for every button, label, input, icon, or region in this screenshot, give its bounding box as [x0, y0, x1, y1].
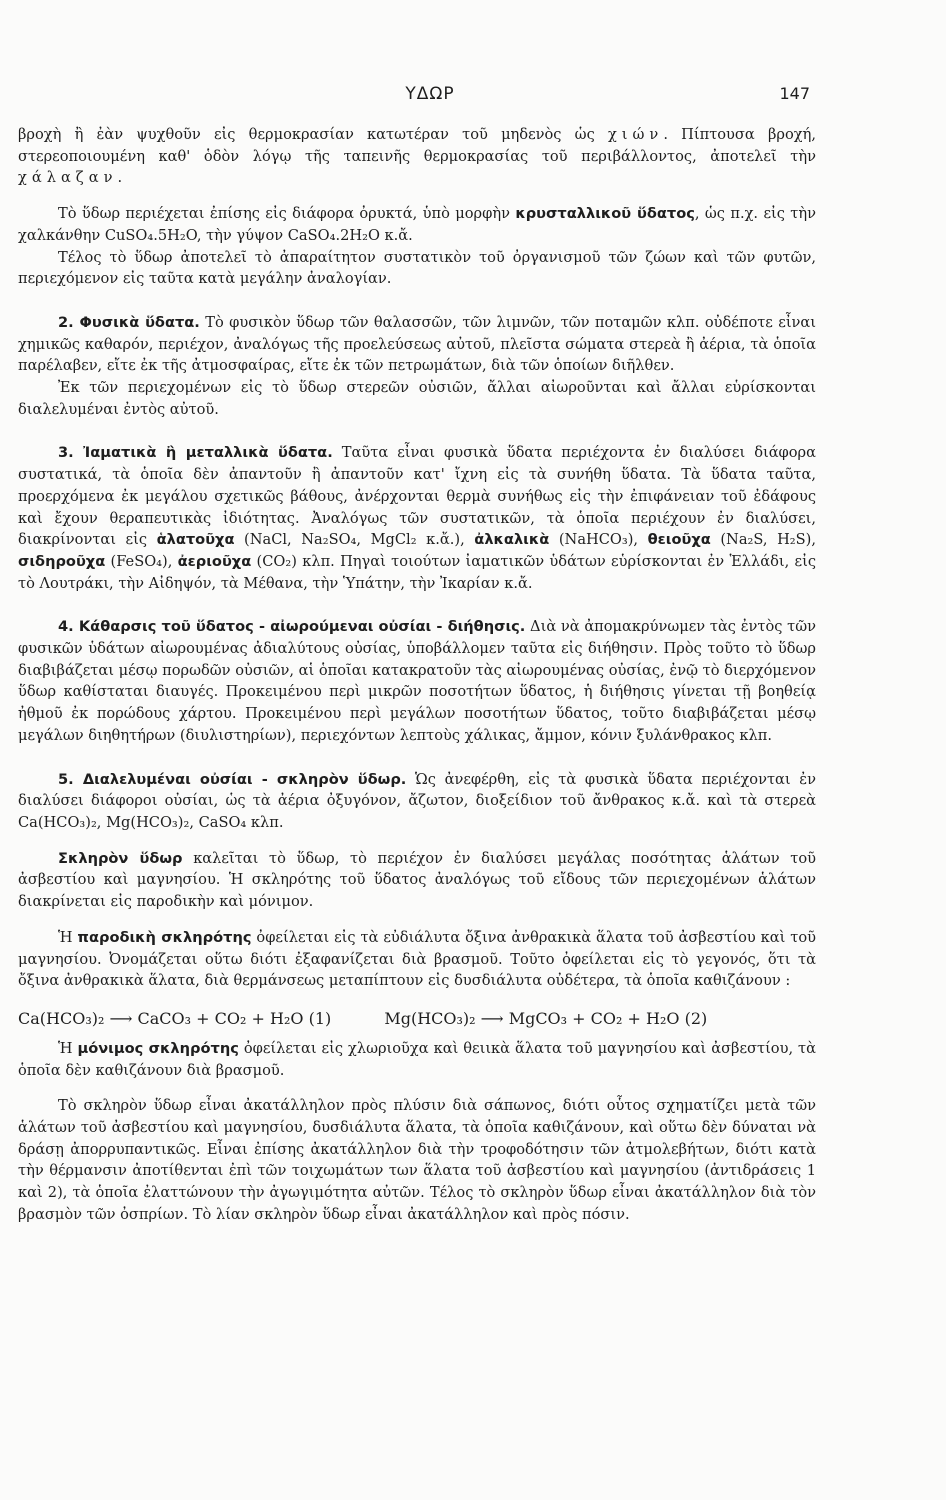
- section-heading: 5. Διαλελυμέναι οὐσίαι - σκληρὸν ὕδωρ.: [58, 770, 407, 788]
- page-number: 147: [779, 84, 810, 103]
- bold-term: κρυσταλλικοῦ ὕδατος: [515, 205, 695, 223]
- reaction-equations: [18, 1006, 816, 1032]
- page-body: [18, 124, 816, 1226]
- page-header: [0, 84, 946, 108]
- section-4: 4. Κάθαρσις τοῦ ὕδατος - αἰωρούμεναι οὐσίαι - διήθησις. Διὰ νὰ ἀπομακρύνωμεν τὰς ἐντὸς τῶν φυσικῶν ὑδάτων αἰωρουμένας ἀδιαλύτους οὐσίας, ὑποβάλλομεν ταῦτα εἰς διήθησιν. Πρὸς τοῦτο τὸ ὕδωρ διαβιβάζεται μέσῳ πορωδῶν οὐσιῶν, αἱ ὁποῖαι κατακρατοῦν τὰς αἰωρουμένας οὐσίας, ἐνῷ τὸ διερχόμενον ὕδωρ καθίσταται διαυγές. Προκειμένου περὶ μικρῶν ποσοτήτων ὕδατος, ἡ διήθησις γίνεται τῇ βοηθείᾳ ἠθμοῦ ἐκ πορώδους χάρτου. Προκειμένου περὶ μεγάλων ποσοτήτων ὕδατος, τοῦτο διαβιβάζεται μέσῳ μεγάλων διηθητήρων (διυλιστηρίων), περιεχόντων λεπτοὺς χάλικας, ἄμμον, κόνιν ξυλάνθρακος κλπ.: [18, 618, 816, 744]
- paragraph-suspended: Ἐκ τῶν περιεχομένων εἰς τὸ ὕδωρ στερεῶν οὐσιῶν, ἄλλαι αἰωροῦνται καὶ ἄλλαι εὑρίσκονται διαλελυμέναι ἐντὸς αὐτοῦ.: [18, 379, 816, 418]
- section-heading: 2. Φυσικὰ ὕδατα.: [58, 313, 200, 331]
- section-heading: 4. Κάθαρσις τοῦ ὕδατος - αἰωρούμεναι οὐσίαι - διήθησις.: [58, 618, 526, 636]
- equation-1: Ca(HCO₃)₂ ⟶ CaCO₃ + CO₂ + H₂O (1): [18, 1008, 332, 1028]
- paragraph-temporary-hardness: Ἡ παροδικὴ σκληρότης ὀφείλεται εἰς τὰ εὐδιάλυτα ὄξινα ἀνθρακικὰ ἅλατα τοῦ ἀσβεστίου καὶ τοῦ μαγνησίου. Ὀνομάζεται οὕτω διότι ἐξαφανίζεται διὰ βρασμοῦ. Τοῦτο ὀφείλεται εἰς τὸ γεγονός, ὅτι τὰ ὄξινα ἀνθρακικὰ ἅλατα, διὰ θερμάνσεως μεταπίπτουν εἰς δυσδιάλυτα οὐδέτερα, τὰ ὁποῖα καθιζάνουν :: [18, 928, 817, 990]
- paragraph-minerals: Τὸ ὕδωρ περιέχεται ἐπίσης εἰς διάφορα ὀρυκτά, ὑπὸ μορφὴν κρυσταλλικοῦ ὕδατος, ὡς π.χ. εἰς τὴν χαλκάνθην CuSO₄.5H₂O, τὴν γύψον CaSO₄.2H₂O κ.ἄ.: [18, 205, 816, 244]
- running-head: ΥΔΩΡ: [405, 84, 455, 104]
- bold-term: μόνιμος σκληρότης: [77, 1039, 239, 1057]
- bold-term: παροδικὴ σκληρότης: [77, 928, 252, 946]
- paragraph-organisms: Τέλος τὸ ὕδωρ ἀποτελεῖ τὸ ἀπαραίτητον συστατικὸν τοῦ ὀργανισμοῦ τῶν ζώων καὶ τῶν φυτῶν, περιεχόμενον εἰς ταῦτα κατὰ μεγάλην ἀναλογίαν.: [18, 248, 816, 288]
- paragraph-hard-water: Σκληρὸν ὕδωρ καλεῖται τὸ ὕδωρ, τὸ περιέχον ἐν διαλύσει μεγάλας ποσότητας ἁλάτων τοῦ ἀσβεστίου καὶ μαγνησίου. Ἡ σκληρότης τοῦ ὕδατος ἀναλόγως τοῦ εἴδους τῶν περιεχομένων ἁλάτων διακρίνεται εἰς παροδικὴν καὶ μόνιμον.: [18, 849, 816, 911]
- paragraph-unsuitability: Τὸ σκληρὸν ὕδωρ εἶναι ἀκατάλληλον πρὸς πλύσιν διὰ σάπωνος, διότι οὗτος σχηματίζει μετὰ τῶν ἁλάτων τοῦ ἀσβεστίου καὶ μαγνησίου, δυσδιάλυτα ἅλατα, τὰ ὁποῖα καθιζάνουν, καὶ οὕτω δὲν δύναται νὰ δράσῃ ἀπορρυπαντικῶς. Εἶναι ἐπίσης ἀκατάλληλον διὰ τὴν τροφοδότησιν τῶν ἀτμολεβήτων, διότι κατὰ τὴν θέρμανσιν ἀποτίθενται ἐπὶ τῶν τοιχωμάτων των ἅλατα τοῦ ἀσβεστίου καὶ μαγνησίου (ἀντιδράσεις 1 καὶ 2), τὰ ὁποῖα ἐλαττώνουν τὴν ἀγωγιμότητα αὐτῶν. Τέλος τὸ σκληρὸν ὕδωρ εἶναι ἀκατάλληλον διὰ τὸν βρασμὸν τῶν ὀσπρίων. Τὸ λίαν σκληρὸν ὕδωρ εἶναι ἀκατάλληλον καὶ πρὸς πόσιν.: [18, 1097, 816, 1223]
- section-3: 3. Ἰαματικὰ ἢ μεταλλικὰ ὕδατα. Ταῦτα εἶναι φυσικὰ ὕδατα περιέχοντα ἐν διαλύσει διάφορα συστατικά, τὰ ὁποῖα δὲν ἀπαντοῦν ἢ ἀπαντοῦν κατ' ἴχνη εἰς τὰ συνήθη ὕδατα. Τὰ ὕδατα ταῦτα, προερχόμενα ἐκ μεγάλου σχετικῶς βάθους, ἀνέρχονται θερμὰ συνήθως εἰς τὴν ἐπιφάνειαν τοῦ ἐδάφους καὶ ἔχουν θεραπευτικὰς ἰδιότητας. Ἀναλόγως τῶν συστατικῶν, τὰ ὁποῖα περιέχουν ἐν διαλύσει, διακρίνονται εἰς ἁλατοῦχα (NaCl, Na₂SO₄, MgCl₂ κ.ἄ.), ἀλκαλικὰ (NaHCO₃), θειοῦχα (Na₂S, H₂S), σιδηροῦχα (FeSO₄), ἀεριοῦχα (CO₂) κλπ. Πηγαὶ τοιούτων ἰαματικῶν ὑδάτων εὑρίσκονται ἐν Ἑλλάδι, εἰς τὸ Λουτράκι, τὴν Αἰδηψόν, τὰ Μέθανα, τὴν Ὑπάτην, τὴν Ἰκαρίαν κ.ἄ.: [18, 444, 816, 592]
- equation-2: Mg(HCO₃)₂ ⟶ MgCO₃ + CO₂ + H₂O (2): [384, 1008, 708, 1028]
- paragraph-permanent-hardness: Ἡ μόνιμος σκληρότης ὀφείλεται εἰς χλωριοῦχα καὶ θειικὰ ἅλατα τοῦ μαγνησίου καὶ ἀσβεστίου, τὰ ὁποῖα δὲν καθιζάνουν διὰ βρασμοῦ.: [18, 1039, 816, 1079]
- spaced-term: χάλαζαν: [18, 169, 118, 187]
- paragraph-continued: βροχὴ ἢ ἐὰν ψυχθοῦν εἰς θερμοκρασίαν κατωτέραν τοῦ μηδενὸς ὡς χιών. Πίπτουσα βροχή, στερεοποιουμένη καθ' ὁδὸν λόγῳ τῆς ταπεινῆς θερμοκρασίας τοῦ περιβάλλοντος, ἀποτελεῖ τὴν χάλαζαν.: [18, 126, 816, 187]
- spaced-term: χιών: [607, 126, 664, 143]
- section-5: 5. Διαλελυμέναι οὐσίαι - σκληρὸν ὕδωρ. Ὡς ἀνεφέρθη, εἰς τὰ φυσικὰ ὕδατα περιέχονται ἐν διαλύσει διάφοροι οὐσίαι, ὡς τὰ ἀέρια ὀξυγόνον, ἄζωτον, διοξείδιον τοῦ ἄνθρακος κ.ἄ. καὶ τὰ στερεὰ Ca(HCO₃)₂, Mg(HCO₃)₂, CaSO₄ κλπ.: [18, 770, 816, 831]
- section-2: 2. Φυσικὰ ὕδατα. Τὸ φυσικὸν ὕδωρ τῶν θαλασσῶν, τῶν λιμνῶν, τῶν ποταμῶν κλπ. οὐδέποτε εἶναι χημικῶς καθαρόν, περιέχον, ἀναλόγως τῆς προελεύσεως αὐτοῦ, πλεῖστα σώματα στερεὰ ἢ ἀέρια, τὰ ὁποῖα παρέλαβεν, εἴτε ἐκ τῆς ἀτμοσφαίρας, εἴτε ἐκ τῶν πετρωμάτων, διὰ τῶν ὁποίων διῆλθεν.: [18, 313, 816, 375]
- bold-term: Σκληρὸν ὕδωρ: [58, 849, 183, 867]
- section-heading: 3. Ἰαματικὰ ἢ μεταλλικὰ ὕδατα.: [58, 444, 333, 462]
